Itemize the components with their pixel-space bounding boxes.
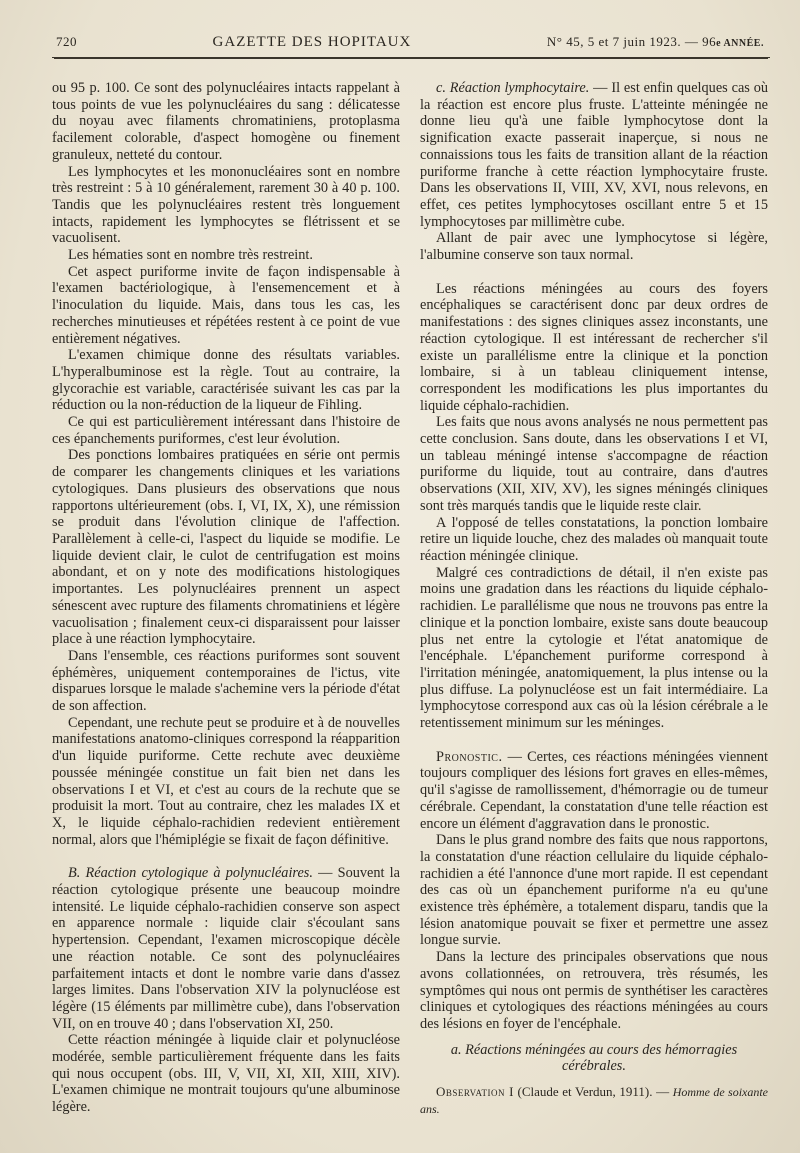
journal-title: GAZETTE DES HOPITAUX	[212, 34, 412, 50]
observation-label: Observation I	[436, 1084, 514, 1100]
left-column	[52, 80, 400, 1117]
page-number: 720	[56, 34, 77, 49]
paragraph: Les hématies sont en nombre très restreint.	[68, 247, 313, 264]
paragraph: Les lymphocytes et les mononucléaires sont en nombre très restreint : 5 à 10 généralement, rarement 30 à 40 p. 100. Tandis que les polynucléaires restent très longuement intacts, rapidement les lymphocytes se flétrissent et se vacuolisent.	[52, 163, 400, 247]
paragraph: ou 95 p. 100. Ce sont des polynucléaires intacts rappelant à tous points de vue les polynucléaires du sang : délicatesse du noyau avec filaments chromatiniens, protoplasma facilement colorable, d'aspect homogène ou finement granuleux, netteté du contour.	[52, 80, 400, 163]
paragraph: Ce qui est particulièrement intéressant dans l'histoire de ces épanchements puriformes, c'est leur évolution.	[52, 414, 400, 447]
paragraph: Malgré ces contradictions de détail, il n'en existe pas moins une gradation dans les réactions du liquide céphalo-rachidien. Le parallélisme que nous ne trouvons pas entre la clinique et la ponction lombaire, existe sans doute beaucoup plus net entre la cytologie et l'état anatomique de l'encéphale. L'épanchement puriforme correspond à l'irritation méningée, anatomiquement, la plus intense ou la plus diffuse. La polynucléose est un fait intermédiaire. La lymphocytose correspond aux cas où la lésion cérébrale a le retentissement minimum sur les méninges.	[420, 564, 768, 732]
paragraph: L'examen chimique donne des résultats variables. L'hyperalbuminose est la règle. Tout au contraire, la glycorachie est variable, caractérisée suivant les cas par la réduction ou la non-réduction de la liqueur de Fihling.	[52, 347, 400, 414]
pronostic-section	[420, 749, 768, 833]
observation-subject: Homme de soixante ans.	[420, 1085, 769, 1116]
issue-info	[547, 34, 764, 50]
section-c-heading: c. Réaction lymphocytaire.	[436, 80, 590, 96]
issue-year-suffix: e ANNÉE.	[716, 38, 764, 49]
section-c-text: — Il est enfin quelques cas où la réaction est encore plus fruste. L'atteinte méningée ne donne lieu qu'à une faible lymphocytose dont la signification exacte passerait inaperçue, si nous ne connaissions tous les faits de transition allant de la réaction puriforme franche à cette réaction lymphocytaire fruste. Dans les observations II, VIII, XV, XVI, nous relevons, en effet, ces petites lymphocytoses oscillant entre 5 et 15 lymphocytoses par millimètre cube.	[420, 80, 769, 230]
page-header	[52, 34, 770, 58]
observation-citation: (Claude et Verdun, 1911). —	[517, 1084, 670, 1100]
section-b-heading: B. Réaction cytologique à polynucléaires.	[68, 865, 313, 882]
issue-date: N° 45, 5 et 7 juin 1923. — 96	[546, 34, 717, 49]
right-column	[420, 80, 768, 1117]
section-c	[420, 80, 768, 230]
text-columns	[52, 80, 770, 1117]
paragraph: Allant de pair avec une lymphocytose si légère, l'albumine conserve son taux normal.	[420, 230, 768, 264]
paragraph: Les faits que nous avons analysés ne nous permettent pas cette conclusion. Sans doute, dans les observations I et VI, un tableau méningé intense s'accompagne de réaction puriforme du liquide, tout au contraire, dans d'autres observations (XII, XIV, XV), les signes méningés cliniques sont très marqués tandis que le liquide reste clair.	[420, 414, 768, 514]
paragraph: Dans la lecture des principales observations que nous avons collationnées, on retrouvera, très résumés, les symptômes qui nous ont permis de synthétiser les caractères cliniques et cytologiques des réactions méningées au cours des lésions en foyer de l'encéphale.	[420, 949, 768, 1032]
paragraph: Dans l'ensemble, ces réactions puriformes sont souvent éphémères, uniquement contemporaines de l'ictus, vite disparues lorsque le malade s'achemine vers la période d'état de son affection.	[52, 647, 400, 715]
paragraph: Des ponctions lombaires pratiquées en série ont permis de comparer les changements cliniques et les variations cytologiques. Dans plusieurs des observations que nous rapportons ultérieurement (obs. I, VI, IX, X), une rémission se produit dans l'évolution clinique de l'affection. Parallèlement à celle-ci, l'aspect du liquide se modifie. Le liquide devient clair, le culot de centrifugation est moins abondant, et on y note des modifications histologiques importantes. Les polynucléaires prennent un aspect sénescent avec rupture des filaments chromatiniens et légère vacuolisation ; finalement ceux-ci disparaissent pour laisser place à une réaction lymphocytaire.	[52, 447, 400, 648]
paragraph: Cet aspect puriforme invite de façon indispensable à l'examen bactériologique, à l'ensemencement et à l'inoculation du liquide. Mais, dans tous les cas, les recherches minutieuses et répétées restent à ce point de vue entièrement négatives.	[52, 263, 400, 347]
paragraph: Cependant, une rechute peut se produire et à de nouvelles manifestations anatomo-cliniques correspond la réapparition d'un liquide puriforme. Cette rechute avec deuxième poussée méningée constitue un fait bien net dans les observations I et VI, et c'est au cours de la rechute que se produisit la mort. Tout au contraire, chez les malades IX et X, le liquide céphalo-rachidien redevient entièrement normal, alors que l'hémiplégie se fixait de façon définitive.	[52, 714, 400, 848]
observation-entry	[420, 1084, 768, 1117]
paragraph: Les réactions méningées au cours des foyers encéphaliques se caractérisent donc par deux ordres de manifestations : des signes cliniques assez inconstants, une réaction cytologique. Il est intéressant de rechercher s'il existe un parallélisme entre la clinique et la ponction lombaire, si à un tableau cliniquement intense, correspondent les modifications les plus importantes du liquide céphalo-rachidien.	[420, 280, 768, 414]
subsection-a-heading: a. Réactions méningées au cours des hémorragies cérébrales.	[450, 1041, 738, 1075]
paragraph: Cette réaction méningée à liquide clair et polynucléose modérée, semble particulièrement fréquente dans les faits qui nous occupent (obs. III, V, VII, XI, XII, XIII, XIV). L'examen chimique ne montrait toujours qu'une albuminose légère.	[52, 1032, 400, 1116]
section-b	[52, 865, 400, 1032]
paragraph: A l'opposé de telles constatations, la ponction lombaire retire un liquide louche, chez des malades où manquait toute réaction méningée clinique.	[420, 514, 768, 564]
pronostic-text: — Certes, ces réactions méningées viennent toujours compliquer des lésions fort graves en elles-mêmes, qu'il s'agisse de ramollissement, d'hémorragie ou de tumeur cérébrale. Cependant, la constatation d'une telle réaction est encore un élément d'aggravation dans le pronostic.	[420, 748, 768, 832]
paragraph: Dans le plus grand nombre des faits que nous rapportons, la constatation d'une réaction cellulaire du liquide céphalo-rachidien a été l'annonce d'une mort rapide. Il est cependant des cas où un épanchement puriforme n'a eu qu'une existence très éphémère, a totalement disparu, tandis que la lésion anatomique pouvait se fixer et permettre une assez longue survie.	[420, 832, 768, 949]
section-b-text: — Souvent la réaction cytologique présente une beaucoup moindre intensité. Le liquide céphalo-rachidien conserve son aspect en apparence normale : liquide clair s'écoulant sans hypertension. Cependant, l'examen microscopique décèle une réaction notable. Ce sont des polynucléaires parfaitement intacts et dont le nombre varie dans d'assez larges limites. Dans l'observation XIV la polynucléose est légère (15 éléments par millimètre cube), dans l'observation VII, on en trouve 40 ; dans l'observation XI, 250.	[52, 865, 400, 1032]
pronostic-label: Pronostic.	[436, 748, 503, 765]
